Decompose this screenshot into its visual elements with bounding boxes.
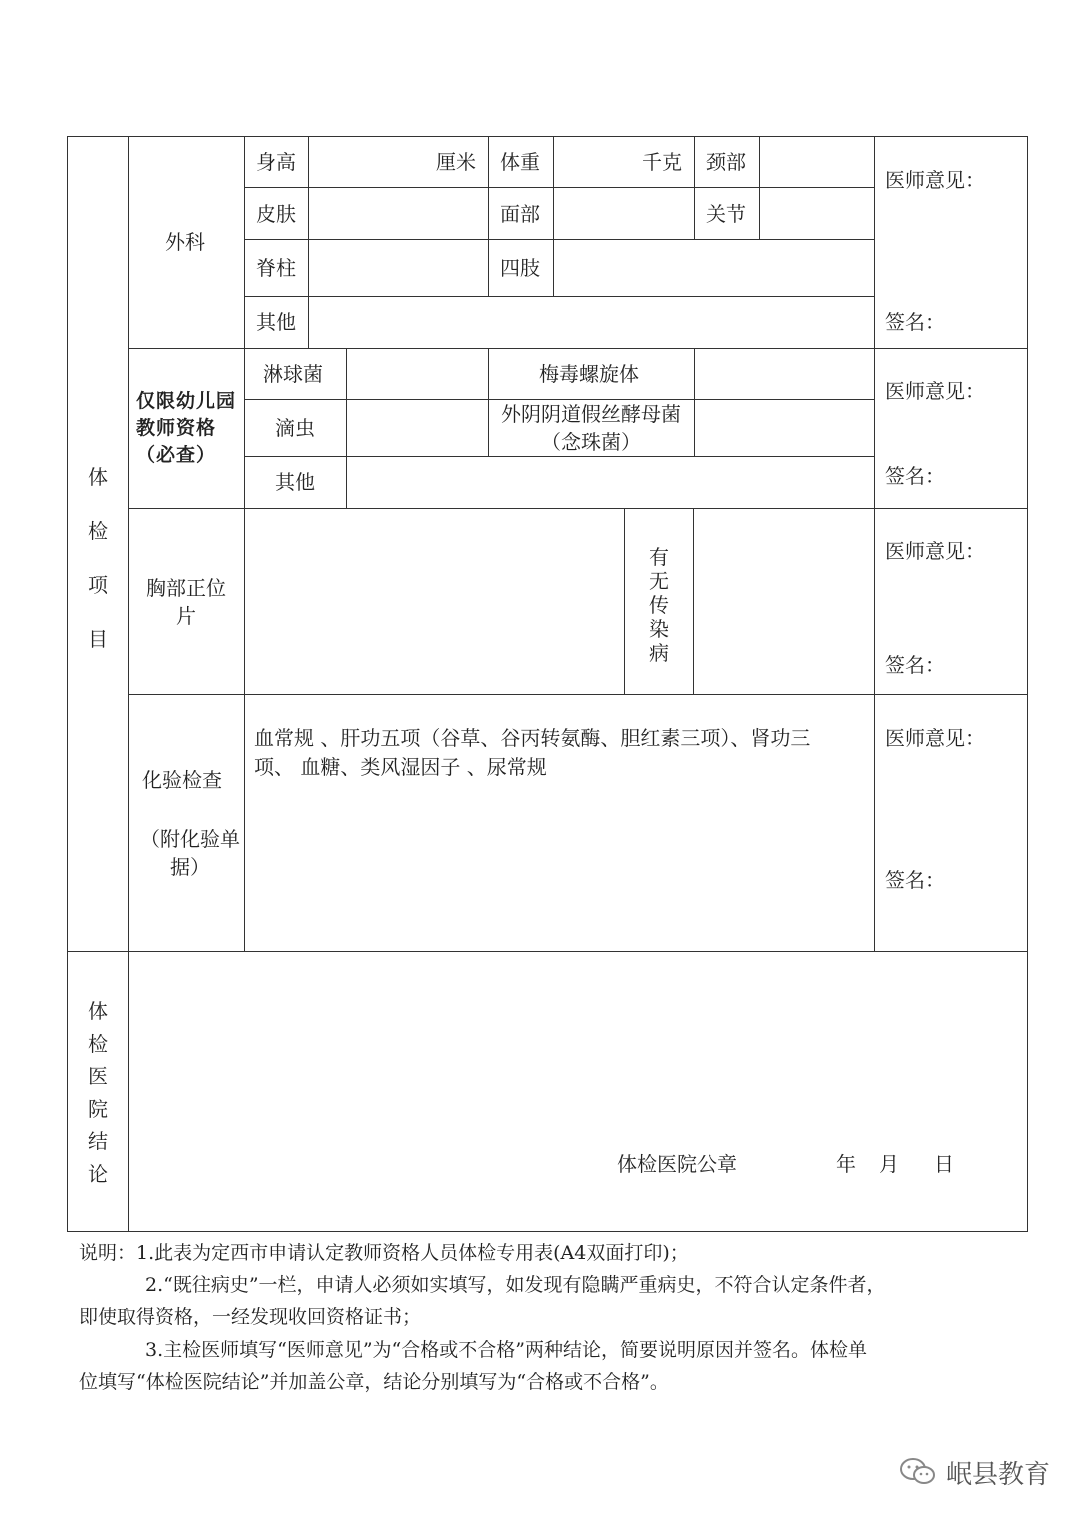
note-line-4: 3.主检医师填写“医师意见”为“合格或不合格”两种结论，简要说明原因并签名。体检单	[145, 1339, 867, 1361]
weight-unit: 千克	[642, 150, 682, 174]
table-border-left	[67, 136, 68, 1232]
kg-signature: 签名：	[885, 464, 945, 488]
section-exam-label: 体检项目	[88, 465, 108, 651]
divider-v1	[128, 136, 129, 1232]
hospital-stamp-label: 体检医院公章	[617, 1152, 737, 1176]
surgery-v-mid3	[694, 136, 695, 239]
kg-row2-line	[244, 456, 874, 457]
divider-h-surgery	[128, 348, 1028, 349]
chest-label: 胸部正位片	[146, 576, 226, 628]
skin-label: 皮肤	[256, 202, 296, 226]
surgery-doctor-opinion: 医师意见：	[885, 168, 985, 192]
syphilis-label: 梅毒螺旋体	[539, 362, 639, 386]
divider-v2	[244, 136, 245, 951]
lab-doctor-opinion: 医师意见：	[885, 726, 985, 750]
divider-h-kindergarten	[128, 508, 1028, 509]
trichomonas-label: 滴虫	[275, 416, 315, 440]
watermark	[898, 1452, 1050, 1492]
chest-v1	[624, 508, 625, 694]
height-unit: 厘米	[436, 150, 476, 174]
wechat-icon	[898, 1456, 938, 1488]
divider-h-lab	[67, 951, 1028, 952]
joint-label: 关节	[706, 202, 746, 226]
lab-signature: 签名：	[885, 868, 945, 892]
date-month-label: 月	[879, 1152, 899, 1176]
limbs-label: 四肢	[500, 256, 540, 280]
surgery-v-label	[308, 136, 309, 348]
weight-label: 体重	[500, 150, 540, 174]
gonococcus-label: 淋球菌	[263, 362, 323, 386]
note-line-3: 即使取得资格，一经发现收回资格证书；	[79, 1306, 422, 1328]
table-border-right	[1027, 136, 1028, 1232]
kg-doctor-opinion: 医师意见：	[885, 379, 985, 403]
lab-content-line1: 血常规 、肝功五项（谷草、谷丙转氨酶、胆红素三项）、肾功三	[254, 726, 811, 750]
kg-v-mid2	[694, 348, 695, 456]
kindergarten-label: 仅限幼儿园教师资格（必查）	[136, 390, 237, 466]
spine-label: 脊柱	[256, 256, 296, 280]
conclusion-label: 体检医院结论	[88, 999, 108, 1186]
chest-signature: 签名：	[885, 653, 945, 677]
note-line-1: 说明：1.此表为定西市申请认定教师资格人员体检专用表(A4双面打印)；	[79, 1242, 689, 1264]
divider-v-opinion	[874, 136, 875, 951]
note-line-2: 2.“既往病史”一栏，申请人必须如实填写，如发现有隐瞒严重病史，不符合认定条件者，	[145, 1274, 886, 1296]
face-label: 面部	[500, 202, 540, 226]
surgery-v-mid2	[553, 136, 554, 296]
surgery-v-mid4	[759, 136, 760, 239]
note-line-5: 位填写“体检医院结论”并加盖公章，结论分别填写为“合格或不合格”。	[79, 1371, 669, 1393]
lab-content-line2: 项、 血糖、类风湿因子 、尿常规	[254, 755, 547, 779]
kg-v-mid1	[488, 348, 489, 456]
kg-v-label	[346, 348, 347, 508]
neck-label: 颈部	[706, 150, 746, 174]
surgery-row1-line	[244, 187, 874, 188]
surgery-other-label: 其他	[256, 310, 296, 334]
lab-note: （附化验单据）	[140, 827, 240, 879]
date-day-label: 日	[934, 1152, 954, 1176]
table-border-bottom	[67, 1231, 1028, 1232]
candida-label: 外阴阴道假丝酵母菌（念珠菌）	[501, 402, 681, 454]
infectious-label: 有无传染病	[649, 545, 669, 665]
surgery-signature: 签名：	[885, 310, 945, 334]
date-year-label: 年	[836, 1152, 856, 1176]
lab-label: 化验检查	[142, 768, 222, 792]
surgery-v-mid1	[488, 136, 489, 296]
table-border-top	[67, 136, 1028, 137]
surgery-label: 外科	[165, 230, 205, 254]
divider-h-chest	[128, 694, 1028, 695]
kg-other-label: 其他	[275, 470, 315, 494]
height-label: 身高	[256, 150, 296, 174]
chest-doctor-opinion: 医师意见：	[885, 539, 985, 563]
chest-v2	[693, 508, 694, 694]
surgery-row3-line	[244, 296, 874, 297]
watermark-text: 岷县教育	[946, 1459, 1051, 1490]
surgery-row2-line	[244, 239, 874, 240]
